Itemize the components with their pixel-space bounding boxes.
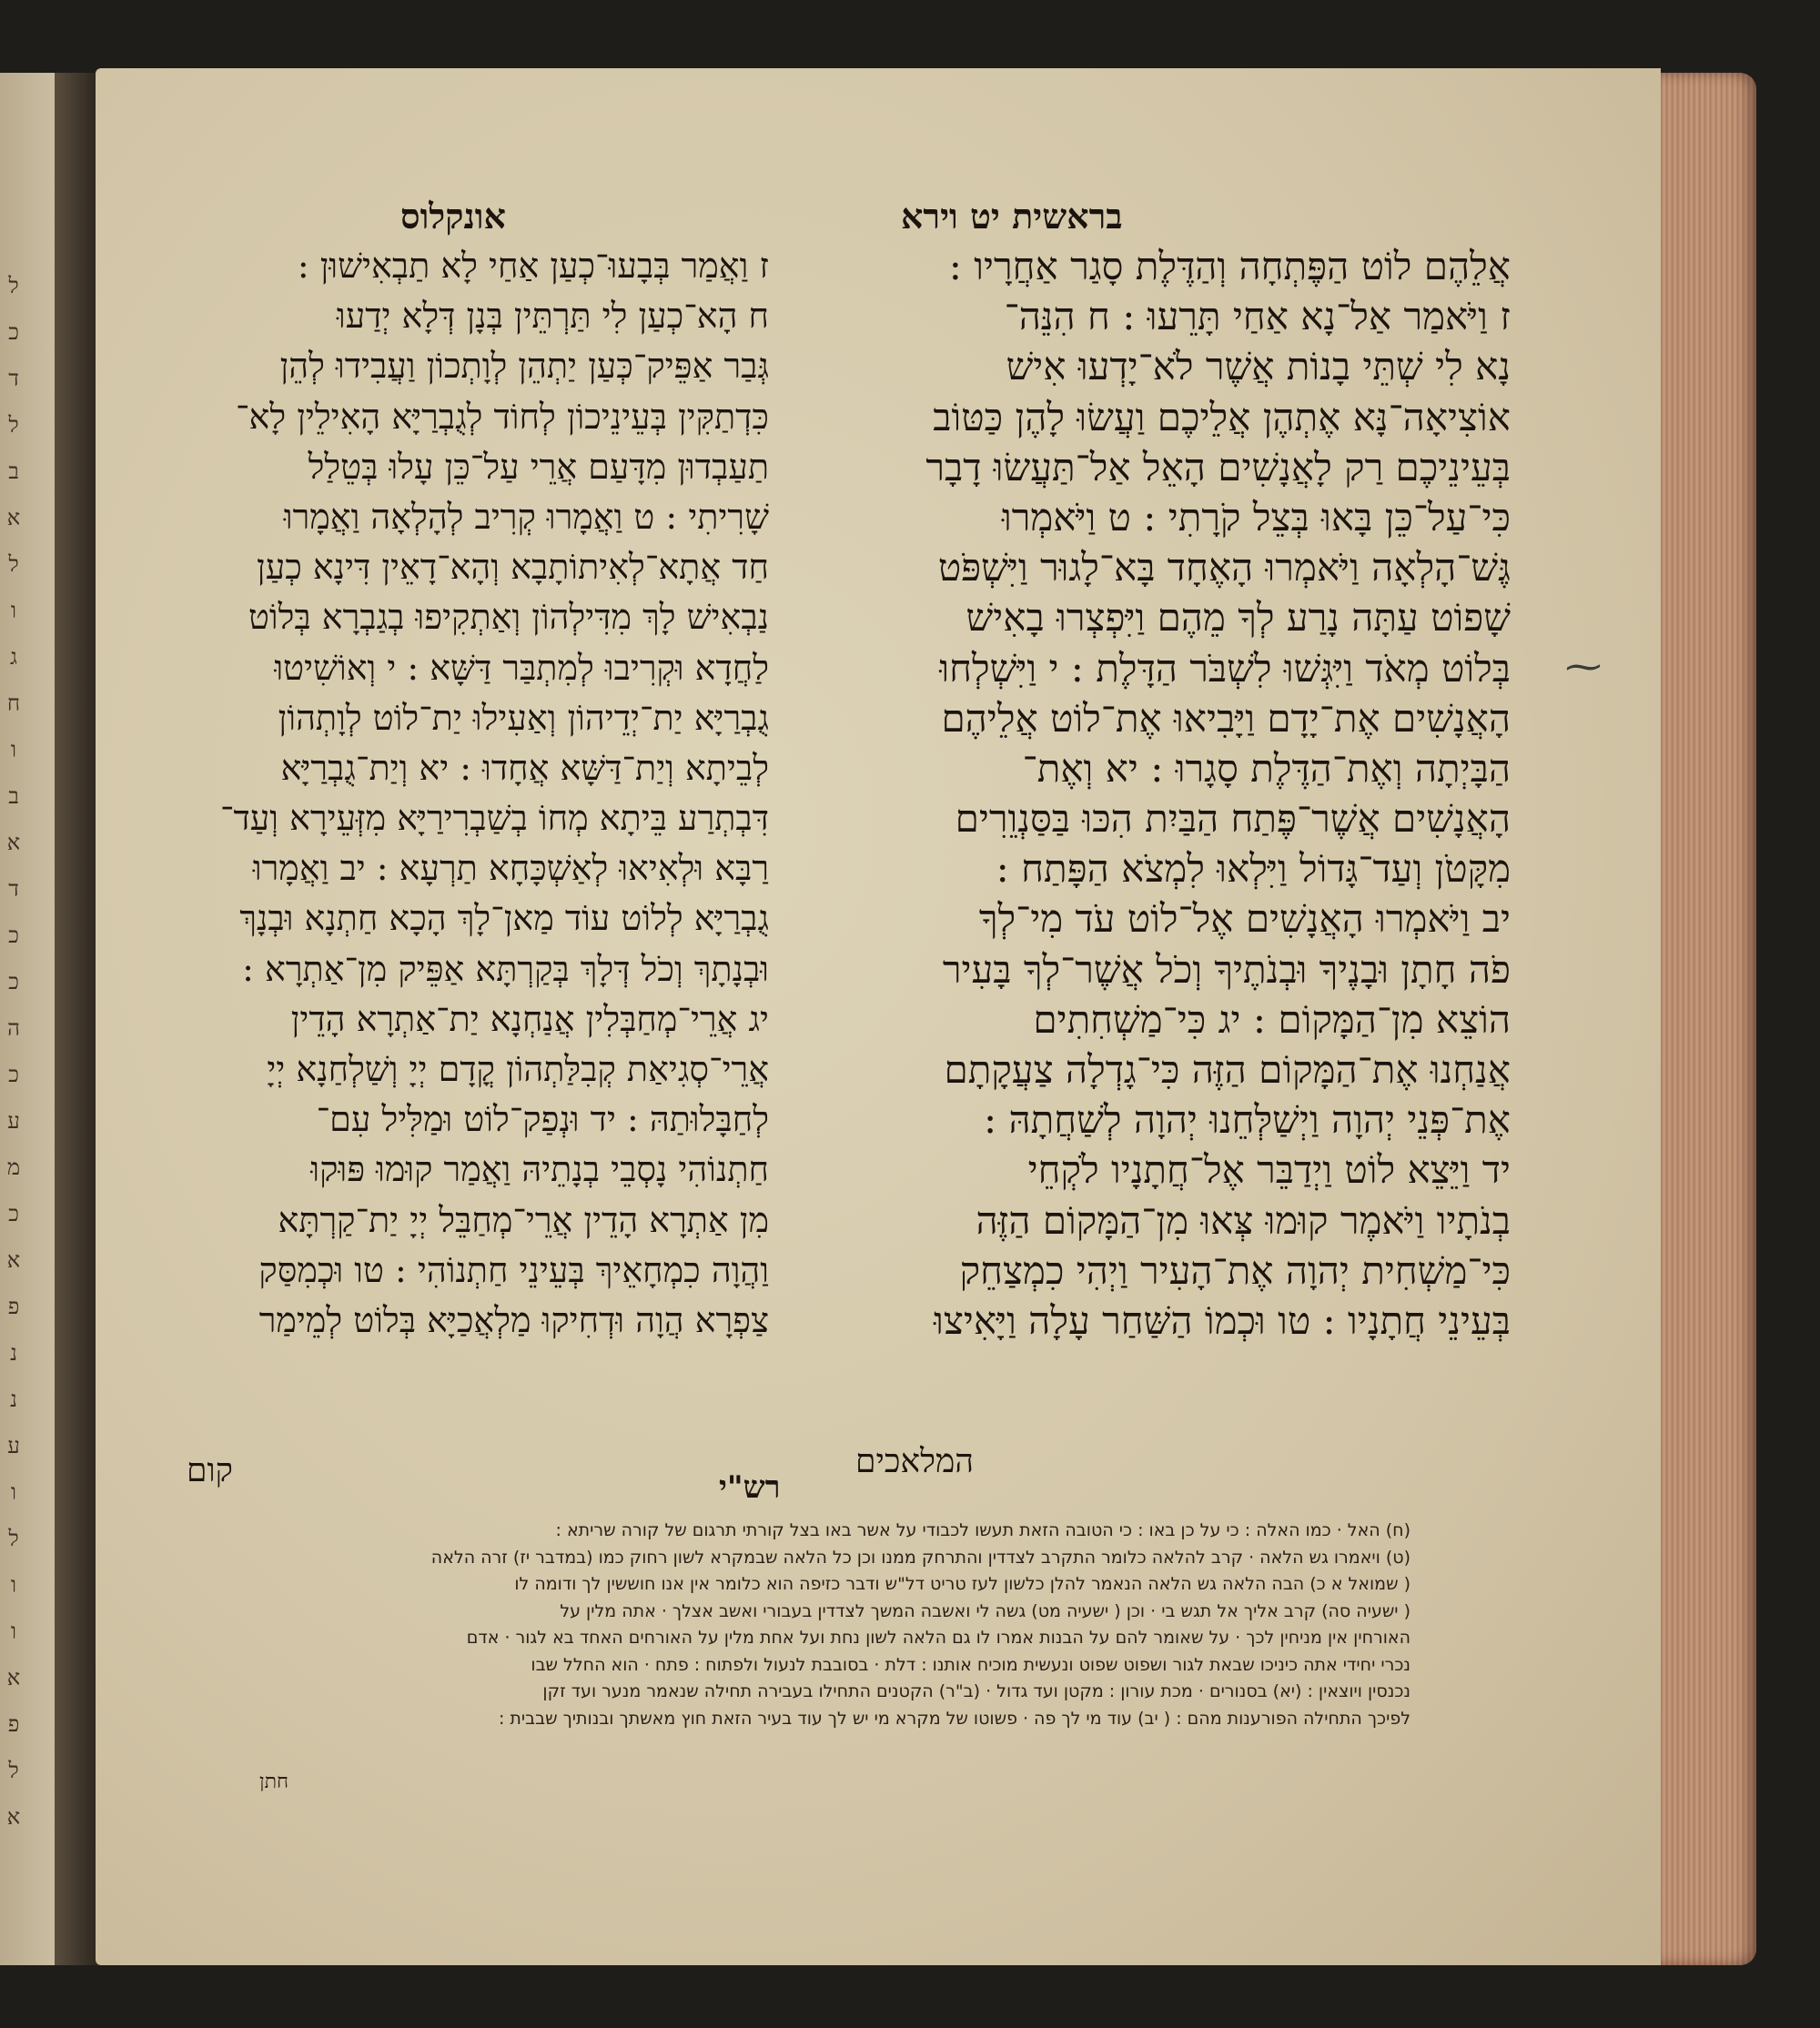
rashi-text-line: (ח) האל · כמו האלה : כי על כן באו : כי הטובה הזאת תעשו לכבודי על אשר באו בצל קורתי תרגום של קורה שריתא : xyxy=(555,1520,1410,1540)
left-page-fragment: ד xyxy=(8,366,19,391)
book-gutter xyxy=(55,73,100,1965)
left-page-fragment: ב xyxy=(8,459,19,484)
onkelos-text-line: תַעַבְדוּן מִדָּעַם אֲרֵי עַל־כֵּן עָלוּ בְּטֵלַל xyxy=(308,446,769,487)
left-page-fragment: כ xyxy=(8,969,19,994)
onkelos-text-line: יג אֲרֵי־מְחַבְּלִין אֲנַחְנָא יַת־אַתְרָא הָדֵין xyxy=(290,998,769,1039)
left-page-fragment: ל xyxy=(8,1758,19,1783)
rashi-text-line: נכרי יחידי אתה כיניכו שבאת לגור ושפוט שפוט ונעשית מוכיח אותנו : דלת · בסובבת לנעול ולפתוח : פתח · הוא החלל שבו xyxy=(531,1654,1410,1675)
onkelos-text-line: גֻבְרַיָּא לְלוֹט עוֹד מַאן־לָךְ הָכָא חַתְנָא וּבְנָךְ xyxy=(239,898,769,939)
hebrew-text-line: נָא לִי שְׁתֵּי בָנוֹת אֲשֶׁר לֹא־יָדְעוּ אִישׁ xyxy=(1006,344,1511,389)
hebrew-text-line: מִקָּטֹן וְעַד־גָּדוֹל וַיִּלְאוּ לִמְצֹא הַפָּתַח : xyxy=(996,846,1511,892)
left-page-fragment: א xyxy=(6,505,21,530)
onkelos-text-line: חַד אֲתָא־לְאִיתוֹתָבָא וְהָא־דָאֵין דִּינָא כְעַן xyxy=(257,547,769,588)
left-page-fragment: נ xyxy=(10,1387,17,1412)
left-page-fragment: ו xyxy=(10,1572,17,1598)
rashi-text-line: נכנסין ויוצאין : (יא) בסנורים · מכת עורון : מקטן ועד גדול · (ב"ר) הקטנים התחילו בעבירה תחילה שנאמר מנער ועד זקן xyxy=(542,1681,1410,1701)
left-page-fragment: פ xyxy=(7,1294,20,1319)
hebrew-text-line: הַבָּיְתָה וְאֶת־הַדֶּלֶת סָגָרוּ : יא וְאֶת־ xyxy=(1022,745,1511,791)
margin-pen-mark: ⁓ xyxy=(1565,646,1602,688)
left-page-fragment: מ xyxy=(6,1155,21,1180)
hebrew-text-line: גֶּשׁ־הָלְאָה וַיֹּאמְרוּ הָאֶחָד בָּא־לָגוּר וַיִּשְׁפֹּט xyxy=(937,545,1511,590)
onkelos-text-line: וּבְנָתָךְ וְכֹל דְּלָךְ בְּקַרְתָּא אַפֵּיק מִן־אַתְרָא : xyxy=(242,948,769,989)
left-page-fragment: א xyxy=(6,1247,21,1273)
rashi-text-line: ( שמואל א כ) הבה הלאה גש הלאה הנאמר להלן כלשון לעז טריט דל"ש ודבר כזיפה הוא כלומר אין אנו חוששין לך ודומה לו xyxy=(514,1574,1410,1594)
onkelos-text-line: צַפְרָא הֲוָה וּדְחִיקוּ מַלְאֲכַיָּא בְּלוֹט לְמֵימַר xyxy=(258,1299,769,1340)
hebrew-text-line: בְּלוֹט מְאֹד וַיִּגְּשׁוּ לִשְׁבֹּר הַדָּלֶת : י וַיִּשְׁלְחוּ xyxy=(939,645,1511,691)
onkelos-text-line: לְבֵיתָא וְיַת־דַּשָּׁא אֲחָדוּ : יא וְיַת־גֻבְרַיָּא xyxy=(280,747,769,788)
onkelos-text-line: גְּבַר אַפֵּיק־כְּעַן יַתְהֵן לְוָתְכוֹן וַעֲבִידוּ לְהֵן xyxy=(279,346,769,387)
left-page-fragment: כ xyxy=(8,1201,19,1226)
left-page-fragment: ח xyxy=(6,691,21,716)
onkelos-text-line: ז וַאֲמַר בְּבָעוּ־כְעַן אַחַי לָא תַבְאִישׁוּן : xyxy=(297,246,769,286)
hebrew-text-line: אֲלֵהֶם לוֹט הַפֶּתְחָה וְהַדֶּלֶת סָגַר אַחֲרָיו : xyxy=(948,244,1511,288)
onkelos-text-line: וַהֲוָה כִמְחָאֵיךְ בְּעֵינֵי חַתְנוֹהִי : טו וּכְמִסַּק xyxy=(258,1249,769,1290)
hebrew-text-column xyxy=(792,241,1511,1346)
left-page-fragment: א xyxy=(6,830,21,855)
onkelos-text-line: רַבָּא וּלְאִיאוּ לְאַשְׁכָּחָא תַרְעָא : יב וַאֲמָרוּ xyxy=(252,848,769,889)
hebrew-text-line: אֲנַחְנוּ אֶת־הַמָּקוֹם הַזֶּה כִּי־גָדְלָה צַעֲקָתָם xyxy=(944,1047,1511,1092)
rashi-heading: רש"י xyxy=(719,1469,781,1506)
left-page-fragment: א xyxy=(6,1665,21,1690)
hebrew-text-line: אֶת־פְּנֵי יְהוָה וַיְשַׁלְּחֵנוּ יְהוָה לְשַׁחֲתָהּ : xyxy=(983,1097,1511,1143)
rashi-text-line: האורחין אין מניחין לכך · על שאומר להם על הבנות אמרו לו גם הלאה לשון נחת ועל אחת מלין על האורחים האחד בא לגור · אדם xyxy=(466,1628,1410,1648)
hebrew-text-line: בְנֹתָיו וַיֹּאמֶר קוּמוּ צְּאוּ מִן־הַמָּקוֹם הַזֶּה xyxy=(976,1197,1511,1243)
onkelos-text-line: לְחַבָּלוּתַהּ : יד וּנְפַק־לוֹט וּמַלִּיל עִם־ xyxy=(316,1099,769,1140)
rashi-text-line: לפיכך התחילה הפורענות מהם : ( יב) עוד מי לך פה · פשוטו של מקרא מי יש לך עוד בעיר הזאת חוץ מאשתך ובנותיך שבבית : xyxy=(498,1708,1410,1729)
left-page-fragment: ל xyxy=(8,273,19,298)
hebrew-text-line: אוֹצִיאָה־נָּא אֶתְהֶן אֲלֵיכֶם וַעֲשׂוּ לָהֶן כַּטּוֹב xyxy=(933,394,1511,439)
rashi-commentary xyxy=(118,1518,1410,1732)
left-page-fragment: ה xyxy=(7,1015,20,1041)
hebrew-text-line: הָאֲנָשִׁים אֲשֶׁר־פֶּתַח הַבַּיִת הִכּוּ בַּסַּנְוֵרִים xyxy=(955,796,1511,842)
left-page-fragment: ד xyxy=(8,876,19,902)
catchword-hebrew: המלאכים xyxy=(855,1443,974,1480)
hebrew-text-line: כִּי־עַל־כֵּן בָּאוּ בְּצֵל קֹרָתִי : ט וַיֹּאמְרוּ xyxy=(1001,494,1511,540)
left-page-fragment: כ xyxy=(8,319,19,345)
left-page-fragment: נ xyxy=(10,1340,17,1366)
left-page-fragment: ל xyxy=(8,551,19,577)
left-page-fragment: ב xyxy=(8,783,19,809)
onkelos-text-line: לַחֲדָא וּקְרִיבוּ לְמִתְבַּר דַּשָּׁא : י וְאוֹשִׁיטוּ xyxy=(274,647,769,688)
left-page-fragment: ג xyxy=(10,644,17,670)
catchword-rashi: חתן xyxy=(259,1771,289,1793)
hebrew-text-line: שָׁפוֹט עַתָּה נָרַע לְךָ מֵהֶם וַיִּפְצְרוּ בָאִישׁ xyxy=(966,595,1511,641)
rashi-text-line: (ט) ויאמרו גש הלאה · קרב להלאה כלומר התקרב לצדדין והתרחק ממנו וכן כל הלאה שבמקרא לשון רחוק כמו (במדבר יז) זרה הלאה xyxy=(430,1547,1410,1568)
onkelos-text-line: שָׁרִיתִי : ט וַאֲמָרוּ קְרִיב לְהָלְאָה וַאֲמָרוּ xyxy=(283,496,769,537)
left-page-fragment: ו xyxy=(10,737,17,762)
onkelos-text-line: גֻבְרַיָּא יַת־יְדֵיהוֹן וְאַעִילוּ יַת־לוֹט לְוָתְהוֹן xyxy=(278,697,769,738)
hebrew-text-line: בְּעֵינֵיכֶם רַק לָאֲנָשִׁים הָאֵל אַל־תַּעֲשׂוּ דָבָר xyxy=(925,444,1511,489)
left-page-fragment: ל xyxy=(8,1526,19,1551)
left-page-fragment: ו xyxy=(10,1619,17,1644)
left-page-fragment: ע xyxy=(7,1108,20,1134)
left-page-fragment: ו xyxy=(10,598,17,623)
hebrew-text-line: בְּעֵינֵי חֲתָנָיו : טו וּכְמוֹ הַשַּׁחַר עָלָה וַיָּאִיצוּ xyxy=(934,1297,1511,1343)
hebrew-text-line: הָאֲנָשִׁים אֶת־יָדָם וַיָּבִיאוּ אֶת־לוֹט אֲלֵיהֶם xyxy=(941,695,1511,741)
hebrew-text-line: יד וַיֵּצֵא לוֹט וַיְדַבֵּר אֶל־חֲתָנָיו לֹקְחֵי xyxy=(1027,1147,1511,1193)
hebrew-text-line: פֹה חָתָן וּבָנֶיךָ וּבְנֹתֶיךָ וְכֹל אֲשֶׁר־לְךָ בָּעִיר xyxy=(942,946,1511,992)
hebrew-text-line: יב וַיֹּאמְרוּ הָאֲנָשִׁים אֶל־לוֹט עֹד מִי־לְךָ xyxy=(978,896,1511,942)
left-page-fragment: כ xyxy=(8,1062,19,1087)
onkelos-text-column xyxy=(114,241,769,1346)
rashi-text-line: ( ישעיה סה) קרב אליך אל תגש בי · וכן ( ישעיה מט) גשה לי ואשבה המשך לצדדין בעבורי ואשב אצלך · אתה מלין על xyxy=(560,1600,1410,1621)
onkelos-text-line: ח הָא־כְעַן לִי תַּרְתֵּין בְּנָן דְּלָא יְדַעוּ xyxy=(336,296,769,337)
left-page-fragment: ו xyxy=(10,1479,17,1505)
onkelos-text-line: אֲרֵי־סְגִיאַת קְבִלַּתְהוֹן קֳדָם יְיָ וְשַׁלְחַנָא יְיָ xyxy=(267,1049,769,1089)
left-page-fragment: פ xyxy=(7,1711,20,1737)
left-page-fragment: א xyxy=(6,1804,21,1830)
onkelos-text-line: חַתְנוֹהִי נָסְבֵי בְנָתֵיהּ וַאֲמַר קוּמוּ פּוּקוּ xyxy=(310,1149,769,1190)
onkelos-text-line: דִּבְתְרַע בֵּיתָא מְחוֹ בְשַׁבְרִירַיָּא מִזְּעֵירָא וְעַד־ xyxy=(219,798,769,839)
onkelos-text-line: מִן אַתְרָא הָדֵין אֲרֵי־מְחַבֵּל יְיָ יַת־קַרְתָּא xyxy=(278,1199,769,1240)
hebrew-text-line: כִּי־מַשְׁחִית יְהוָה אֶת־הָעִיר וַיְהִי כִמְצַחֵק xyxy=(959,1247,1511,1293)
hebrew-text-line: הוֹצֵא מִן־הַמָּקוֹם : יג כִּי־מַשְׁחִתִים xyxy=(1033,996,1511,1042)
running-head-onkelos: אונקלוס xyxy=(400,196,506,237)
hebrew-text-line: ז וַיֹּאמַר אַל־נָא אַחַי תָּרֵעוּ : ח הִנֵּה־ xyxy=(1004,294,1511,339)
onkelos-text-line: כִּדְתַקִּין בְּעֵינֵיכוֹן לְחוֹד לְגֻבְרַיָּא הָאִילֵין לָא־ xyxy=(236,396,769,437)
left-page-fragment: ל xyxy=(8,412,19,438)
catchword-onkelos: קום xyxy=(187,1452,233,1489)
left-page-fragment: כ xyxy=(8,923,19,948)
left-page-fragment: ע xyxy=(7,1433,20,1458)
running-head-hebrew: בראשית יט וירא xyxy=(901,196,1123,237)
onkelos-text-line: נַבְאִישׁ לָךְ מִדִּילְהוֹן וְאַתְקִיפוּ בְגַבְרָא בְּלוֹט xyxy=(248,597,769,638)
